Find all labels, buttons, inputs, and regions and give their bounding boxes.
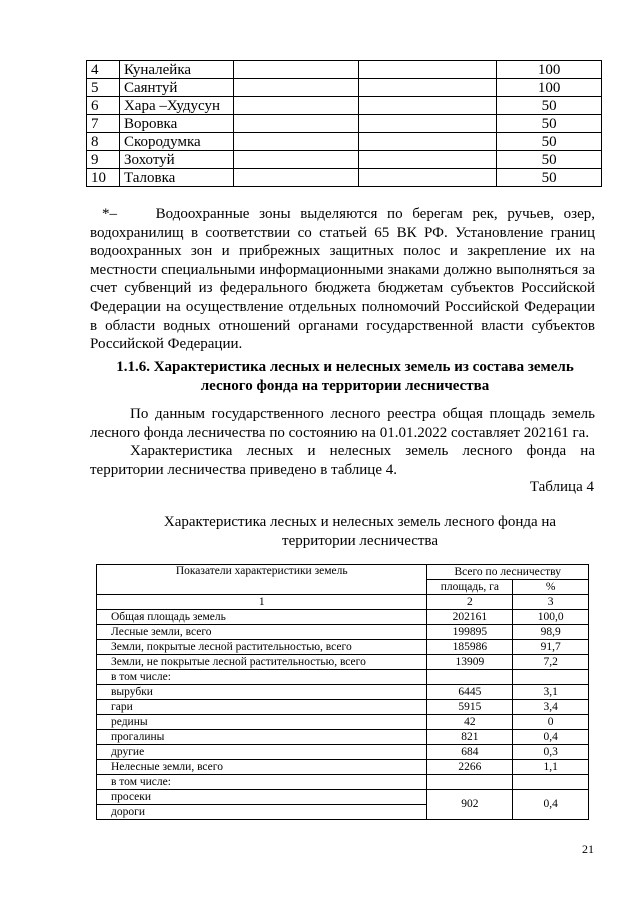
table-row xyxy=(97,715,589,730)
table-row xyxy=(97,700,589,715)
row-percent: 7,2 xyxy=(513,655,589,670)
row-percent: 98,9 xyxy=(513,625,589,640)
row-number: 10 xyxy=(87,169,120,187)
row-number: 7 xyxy=(87,115,120,133)
rivers-table xyxy=(86,60,602,187)
empty-cell xyxy=(358,97,497,115)
row-label: вырубки xyxy=(97,685,427,700)
table-row xyxy=(97,775,589,790)
row-percent: 0,4 xyxy=(513,730,589,745)
table-row xyxy=(87,61,602,79)
table-row xyxy=(97,640,589,655)
row-label: Лесные земли, всего xyxy=(97,625,427,640)
row-label: Земли, не покрытые лесной растительностью, всего xyxy=(97,655,427,670)
row-number: 6 xyxy=(87,97,120,115)
paragraph-table-ref: Характеристика лесных и нелесных земель лесного фонда на территории лесничества приведено в таблице 4. xyxy=(90,443,595,478)
zone-width: 50 xyxy=(497,151,602,169)
row-label: в том числе: xyxy=(97,775,427,790)
header-colnum-3: 3 xyxy=(513,595,589,610)
header-percent: % xyxy=(513,580,589,595)
land-characteristics-table xyxy=(96,564,589,820)
river-name: Скородумка xyxy=(119,133,233,151)
header-total: Всего по лесничеству xyxy=(427,565,589,580)
table-number: Таблица 4 xyxy=(529,479,594,495)
table-row xyxy=(97,790,589,805)
water-protection-note xyxy=(90,205,595,354)
row-label: Общая площадь земель xyxy=(97,610,427,625)
empty-cell xyxy=(358,61,497,79)
section-heading: 1.1.6. Характеристика лесных и нелесных земель из состава земель лесного фонда на территории лесничества xyxy=(116,359,574,394)
row-percent: 0,4 xyxy=(513,790,589,820)
zone-width: 50 xyxy=(497,97,602,115)
row-percent: 91,7 xyxy=(513,640,589,655)
row-area: 13909 xyxy=(427,655,513,670)
table-row xyxy=(87,133,602,151)
table-row xyxy=(97,655,589,670)
table-caption: Характеристика лесных и нелесных земель лесного фонда на территории лесничества xyxy=(163,514,557,549)
row-label: Нелесные земли, всего xyxy=(97,760,427,775)
river-name: Куналейка xyxy=(119,61,233,79)
row-label: прогалины xyxy=(97,730,427,745)
table-row xyxy=(97,610,589,625)
row-area: 5915 xyxy=(427,700,513,715)
row-area: 199895 xyxy=(427,625,513,640)
river-name: Воровка xyxy=(119,115,233,133)
row-area xyxy=(427,775,513,790)
row-area: 684 xyxy=(427,745,513,760)
zone-width: 50 xyxy=(497,169,602,187)
empty-cell xyxy=(233,115,358,133)
row-percent: 100,0 xyxy=(513,610,589,625)
table-row xyxy=(87,79,602,97)
row-label: Земли, покрытые лесной растительностью, всего xyxy=(97,640,427,655)
table-row xyxy=(97,760,589,775)
empty-cell xyxy=(358,115,497,133)
row-area: 821 xyxy=(427,730,513,745)
row-area: 42 xyxy=(427,715,513,730)
zone-width: 100 xyxy=(497,79,602,97)
row-label: дороги xyxy=(97,805,427,820)
empty-cell xyxy=(233,61,358,79)
row-area: 2266 xyxy=(427,760,513,775)
row-label: редины xyxy=(97,715,427,730)
table-row xyxy=(97,670,589,685)
table-row xyxy=(97,625,589,640)
row-percent xyxy=(513,775,589,790)
river-name: Хара –Худусун xyxy=(119,97,233,115)
paragraph-total-area: По данным государственного лесного реестра общая площадь земель лесного фонда лесничества по состоянию на 01.01.2022 составляет 202161 га. xyxy=(90,406,595,441)
header-colnum-2: 2 xyxy=(427,595,513,610)
row-number: 9 xyxy=(87,151,120,169)
empty-cell xyxy=(233,169,358,187)
empty-cell xyxy=(358,151,497,169)
row-area: 202161 xyxy=(427,610,513,625)
row-percent: 3,4 xyxy=(513,700,589,715)
empty-cell xyxy=(358,169,497,187)
header-indicators: Показатели характеристики земель xyxy=(97,565,427,595)
empty-cell xyxy=(358,133,497,151)
empty-cell xyxy=(233,97,358,115)
row-percent: 0 xyxy=(513,715,589,730)
zone-width: 50 xyxy=(497,133,602,151)
zone-width: 100 xyxy=(497,61,602,79)
row-percent: 1,1 xyxy=(513,760,589,775)
page-number: 21 xyxy=(582,842,594,856)
table-row xyxy=(87,169,602,187)
row-label: другие xyxy=(97,745,427,760)
table-row xyxy=(87,151,602,169)
table-row xyxy=(87,115,602,133)
river-name: Таловка xyxy=(119,169,233,187)
row-area: 185986 xyxy=(427,640,513,655)
empty-cell xyxy=(233,151,358,169)
table-row xyxy=(87,97,602,115)
empty-cell xyxy=(233,79,358,97)
river-name: Зохотуй xyxy=(119,151,233,169)
row-label: просеки xyxy=(97,790,427,805)
table-row xyxy=(97,730,589,745)
header-area: площадь, га xyxy=(427,580,513,595)
row-percent: 0,3 xyxy=(513,745,589,760)
zone-width: 50 xyxy=(497,115,602,133)
empty-cell xyxy=(358,79,497,97)
row-label: в том числе: xyxy=(97,670,427,685)
row-number: 8 xyxy=(87,133,120,151)
row-area: 902 xyxy=(427,790,513,820)
row-number: 4 xyxy=(87,61,120,79)
river-name: Саянтуй xyxy=(119,79,233,97)
row-percent xyxy=(513,670,589,685)
table-row xyxy=(97,685,589,700)
row-percent: 3,1 xyxy=(513,685,589,700)
row-number: 5 xyxy=(87,79,120,97)
header-colnum-1: 1 xyxy=(97,595,427,610)
note-text: Водоохранные зоны выделяются по берегам рек, ручьев, озер, водохранилищ в соответствии со статьей 65 ВК РФ. Установление границ водоохранных зон и прибрежных защитных полос и закрепление их на местности специальными информационными знаками должно выполняться за счет субвенций из федерального бюджета бюджетам субъектов Российской Федерации на осуществление отдельных полномочий Российской Федерации в области водных отношений органами государственной власти субъектов Российской Федерации. xyxy=(90,206,595,353)
row-area: 6445 xyxy=(427,685,513,700)
table-row xyxy=(97,745,589,760)
note-marker: *– xyxy=(102,206,117,222)
row-label: гари xyxy=(97,700,427,715)
empty-cell xyxy=(233,133,358,151)
row-area xyxy=(427,670,513,685)
